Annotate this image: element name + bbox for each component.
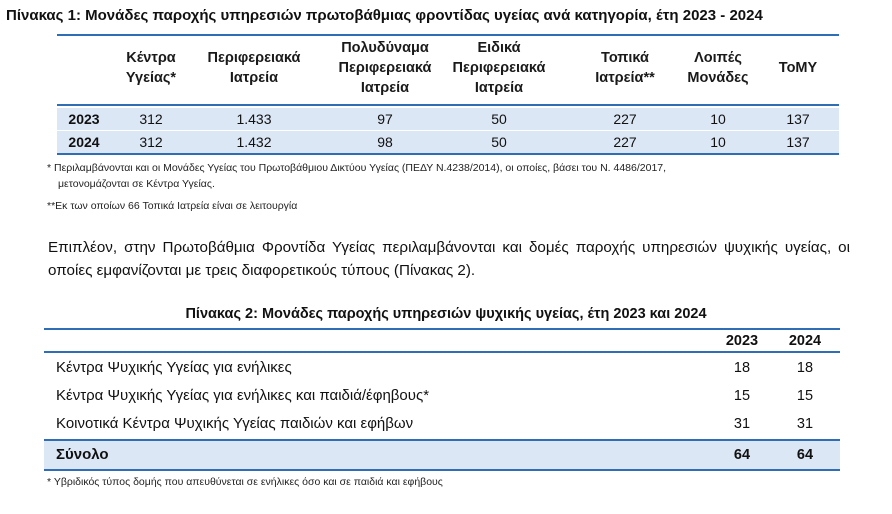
table1-header-line: Περιφερειακά — [338, 60, 432, 76]
table2-row-label: Κοινοτικά Κέντρα Ψυχικής Υγείας παιδιών και εφήβων — [56, 415, 414, 432]
table1-header-line: Λοιπές — [694, 50, 742, 66]
table1-value-cell: 10 — [710, 111, 726, 127]
table2-row-label: Κέντρα Ψυχικής Υγείας για ενήλικες και παιδιά/έφηβους* — [56, 387, 430, 404]
table1-value-cell: 227 — [613, 111, 637, 127]
table1-header-line: Τοπικά — [601, 50, 649, 66]
table1-column-header — [106, 48, 196, 88]
table1-value-cell: 312 — [139, 134, 163, 150]
table2-value-2023: 31 — [733, 416, 751, 432]
table1-value-cell: 50 — [491, 134, 507, 150]
table1-column-header — [763, 58, 833, 78]
table1-top-rule — [57, 34, 839, 36]
table1-value-cell: 50 — [491, 111, 507, 127]
table1-value-cell: 137 — [786, 111, 810, 127]
table1-column-header — [580, 48, 670, 88]
table1-note-1-cont: μετονομάζονται σε Κέντρα Υγείας. — [58, 178, 215, 190]
table1-value-cell: 227 — [613, 134, 637, 150]
table1-bottom-rule — [57, 153, 839, 155]
table2-year-2024: 2024 — [788, 333, 822, 349]
table2-total-row — [44, 441, 840, 469]
table2-value-2024: 15 — [796, 388, 814, 404]
table1-header-line: Ιατρεία — [474, 80, 524, 96]
table2-year-2023: 2023 — [725, 333, 759, 349]
table2-row-label: Κέντρα Ψυχικής Υγείας για ενήλικες — [56, 359, 292, 376]
table2-total-2023: 64 — [733, 447, 751, 463]
table1-column-header — [678, 48, 758, 88]
table1-header-line: Ιατρεία — [229, 70, 279, 86]
table1-value-cell: 1.433 — [236, 111, 272, 127]
table2-top-rule — [44, 328, 840, 330]
table1-value-cell: 97 — [377, 111, 393, 127]
table1-header-line: Ιατρεία** — [595, 70, 655, 86]
table2-value-2023: 18 — [733, 360, 751, 376]
table2-value-2024: 18 — [796, 360, 814, 376]
table1-note-1: * Περιλαμβάνονται και οι Μονάδες Υγείας του Πρωτοβάθμιου Δικτύου Υγείας (ΠΕΔΥ Ν.4238/2014), οι οποίες, βάσει του Ν. 4486/2017, — [47, 162, 667, 174]
table-row — [44, 354, 840, 382]
table1-column-header — [325, 38, 445, 98]
table1-header-line: Πολυδύναμα — [341, 40, 429, 56]
table1-header-line: Υγείας* — [125, 70, 177, 86]
table2-note: * Υβριδικός τύπος δομής που απευθύνεται σε ενήλικες όσο και σε παιδιά και εφήβους — [47, 476, 443, 488]
table2-total-label: Σύνολο — [56, 446, 109, 463]
table1-note-2: **Εκ των οποίων 66 Τοπικά Ιατρεία είναι σε λειτουργία — [47, 200, 298, 212]
table2-header-rule — [44, 351, 840, 353]
table1-value-cell: 1.432 — [236, 134, 272, 150]
table1-title: Πίνακας 1: Μονάδες παροχής υπηρεσιών πρωτοβάθμιας φροντίδας υγείας ανά κατηγορία, έτη 2023 - 2024 — [6, 7, 763, 24]
table2-value-2024: 31 — [796, 416, 814, 432]
table1-value-cell: 137 — [786, 134, 810, 150]
table1-value-cell: 312 — [139, 111, 163, 127]
table1-column-header — [196, 48, 312, 88]
table1-header-line: Περιφερειακά — [207, 50, 301, 66]
table1-value-cell: 10 — [710, 134, 726, 150]
table2-total-2024: 64 — [796, 447, 814, 463]
table1-header-line: Κέντρα — [126, 50, 176, 66]
table-row — [44, 382, 840, 410]
table1-header-rule — [57, 104, 839, 106]
table-row — [44, 410, 840, 438]
table1-header-line: Ειδικά — [477, 40, 521, 56]
table1-value-cell: 98 — [377, 134, 393, 150]
table1-year-cell: 2023 — [68, 111, 100, 127]
table2-value-2023: 15 — [733, 388, 751, 404]
table1-header-line: Μονάδες — [687, 70, 749, 86]
table2-title: Πίνακας 2: Μονάδες παροχής υπηρεσιών ψυχικής υγείας, έτη 2023 και 2024 — [185, 306, 707, 322]
table1-header-line: ToMY — [778, 60, 818, 76]
table1-header-line: Ιατρεία — [360, 80, 410, 96]
table2-bottom-rule — [44, 469, 840, 471]
body-paragraph: Επιπλέον, στην Πρωτοβάθμια Φροντίδα Υγείας περιλαμβάνονται και δομές παροχής υπηρεσιών ψυχικής υγείας, οι οποίες εμφανίζονται με τρεις διαφορετικούς τύπους (Πίνακας 2). — [48, 239, 850, 279]
table1-header-line: Περιφερειακά — [452, 60, 546, 76]
table1-year-cell: 2024 — [68, 134, 100, 150]
table1-column-header — [449, 38, 549, 98]
